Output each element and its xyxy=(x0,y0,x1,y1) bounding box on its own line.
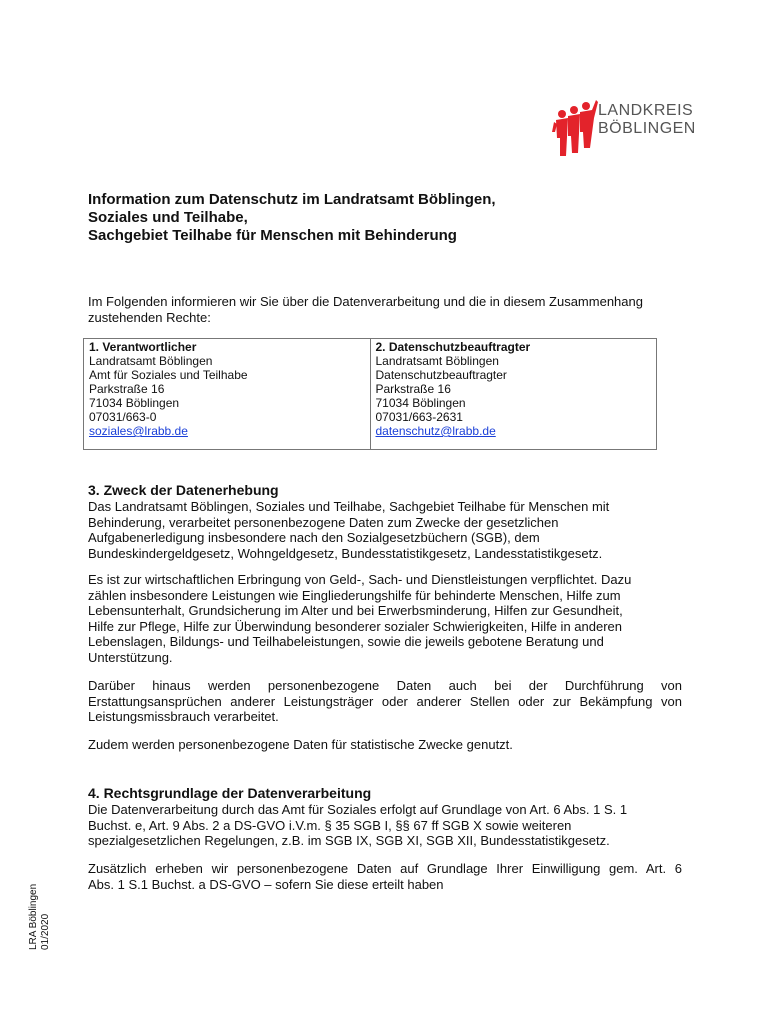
text-line: Die Datenverarbeitung durch das Amt für Soziales erfolgt auf Grundlage von Art. 6 Abs. 1 S. 1 xyxy=(88,802,628,817)
text-line: Bundeskindergeldgesetz, Wohngeldgesetz, Bundesstatistikgesetz, Landesstatistikgesetz. xyxy=(88,545,603,561)
section-3-paragraph-4 xyxy=(88,737,682,753)
section-3-paragraph-3 xyxy=(88,678,682,725)
section-3-heading: 3. Zweck der Datenerhebung xyxy=(88,482,279,498)
section-4-paragraph-1 xyxy=(88,802,682,849)
text-line: Es ist zur wirtschaftlichen Erbringung von Geld-, Sach- und Dienstleistungen verpflichtet. Dazu xyxy=(88,572,632,587)
page-title xyxy=(88,191,496,245)
text-line: Das Landratsamt Böblingen, Soziales und Teilhabe, Sachgebiet Teilhabe für Menschen mit xyxy=(88,499,610,514)
section-4-paragraph-2 xyxy=(88,861,682,892)
section-3-paragraph-1 xyxy=(88,499,682,561)
text-line: Datenschutzbeauftragter xyxy=(375,368,507,382)
text-line: Im Folgenden informieren wir Sie über die Datenverarbeitung und die in diesem Zusammenhang xyxy=(88,294,643,309)
landkreis-boeblingen-logo xyxy=(552,98,696,160)
text-line: 07031/663-0 xyxy=(89,410,157,424)
text-line: Landratsamt Böblingen xyxy=(89,354,213,368)
text-line: spezialgesetzlichen Regelungen, z.B. im SGB IX, SGB XI, SGB XII, Bundesstatistikgesetz. xyxy=(88,833,610,848)
controller-cell xyxy=(84,339,371,450)
side-note-org: LRA Böblingen xyxy=(28,883,39,950)
text-line: Behinderung, verarbeitet personenbezogene Daten zum Zwecke der gesetzlichen xyxy=(88,514,559,530)
title-line: Soziales und Teilhabe, xyxy=(88,209,248,226)
text-line: Hilfe zur Pflege, Hilfe zur Überwindung besonderer sozialer Schwierigkeiten, Hilfe in anderen xyxy=(88,618,622,634)
logo-text xyxy=(598,102,696,138)
dpo-heading: 2. Datenschutzbeauftragter xyxy=(375,340,531,354)
section-4-heading: 4. Rechtsgrundlage der Datenverarbeitung xyxy=(88,785,372,801)
contact-table xyxy=(83,338,657,450)
text-line: Zusätzlich erheben wir personenbezogene Daten auf Grundlage Ihrer Einwilligung gem. Art. 6 xyxy=(88,861,682,876)
text-line: Parkstraße 16 xyxy=(375,382,451,396)
dpo-email-link[interactable]: datenschutz@lrabb.de xyxy=(375,424,496,438)
text-line: Buchst. e, Art. 9 Abs. 2 a DS-GVO i.V.m. § 35 SGB I, §§ 67 ff SGB X sowie weiteren xyxy=(88,817,572,833)
text-line: zählen insbesondere Leistungen wie Eingliederungshilfe für behinderte Menschen, Hilfe zum xyxy=(88,587,621,603)
title-line: Sachgebiet Teilhabe für Menschen mit Behinderung xyxy=(88,227,457,244)
text-line: Parkstraße 16 xyxy=(89,382,165,396)
text-line: Darüber hinaus werden personenbezogene Daten auch bei der Durchführung von xyxy=(88,678,682,693)
text-line: Lebensunterhalt, Grundsicherung im Alter und bei Erwerbsminderung, Hilfen zur Gesundheit, xyxy=(88,603,623,618)
dpo-cell xyxy=(370,339,657,450)
text-line: Aufgabenerledigung insbesondere nach den Sozialgesetzbüchern (SGB), dem xyxy=(88,530,540,545)
text-line: Abs. 1 S.1 Buchst. a DS-GVO – sofern Sie diese erteilt haben xyxy=(88,876,444,892)
controller-email-link[interactable]: soziales@lrabb.de xyxy=(89,424,188,438)
text-line: Erstattungsansprüchen anderer Leistungsträger oder anderer Stellen oder zur Bekämpfung von xyxy=(88,693,682,709)
text-line: Lebenslagen, Bildungs- und Teilhabeleistungen, sowie die jeweils gebotene Beratung und xyxy=(88,634,604,649)
text-line: Leistungsmissbrauch verarbeitet. xyxy=(88,709,279,724)
text-line: zustehenden Rechte: xyxy=(88,309,211,325)
side-note-date: 01/2020 xyxy=(40,913,51,950)
side-note xyxy=(28,884,52,950)
logo-line-1: LANDKREIS xyxy=(598,102,694,119)
title-line: Information zum Datenschutz im Landratsamt Böblingen, xyxy=(88,191,496,208)
logo-figures-icon xyxy=(552,98,600,160)
text-line: 07031/663-2631 xyxy=(375,410,463,424)
text-line: 71034 Böblingen xyxy=(375,396,466,410)
text-line: Zudem werden personenbezogene Daten für statistische Zwecke genutzt. xyxy=(88,737,513,752)
text-line: Amt für Soziales und Teilhabe xyxy=(89,368,248,382)
logo-line-2: BÖBLINGEN xyxy=(598,120,696,137)
section-3-paragraph-2 xyxy=(88,572,682,665)
text-line: 71034 Böblingen xyxy=(89,396,180,410)
controller-heading: 1. Verantwortlicher xyxy=(89,340,197,354)
text-line: Landratsamt Böblingen xyxy=(375,354,499,368)
text-line: Unterstützung. xyxy=(88,649,173,665)
intro-paragraph xyxy=(88,294,682,325)
